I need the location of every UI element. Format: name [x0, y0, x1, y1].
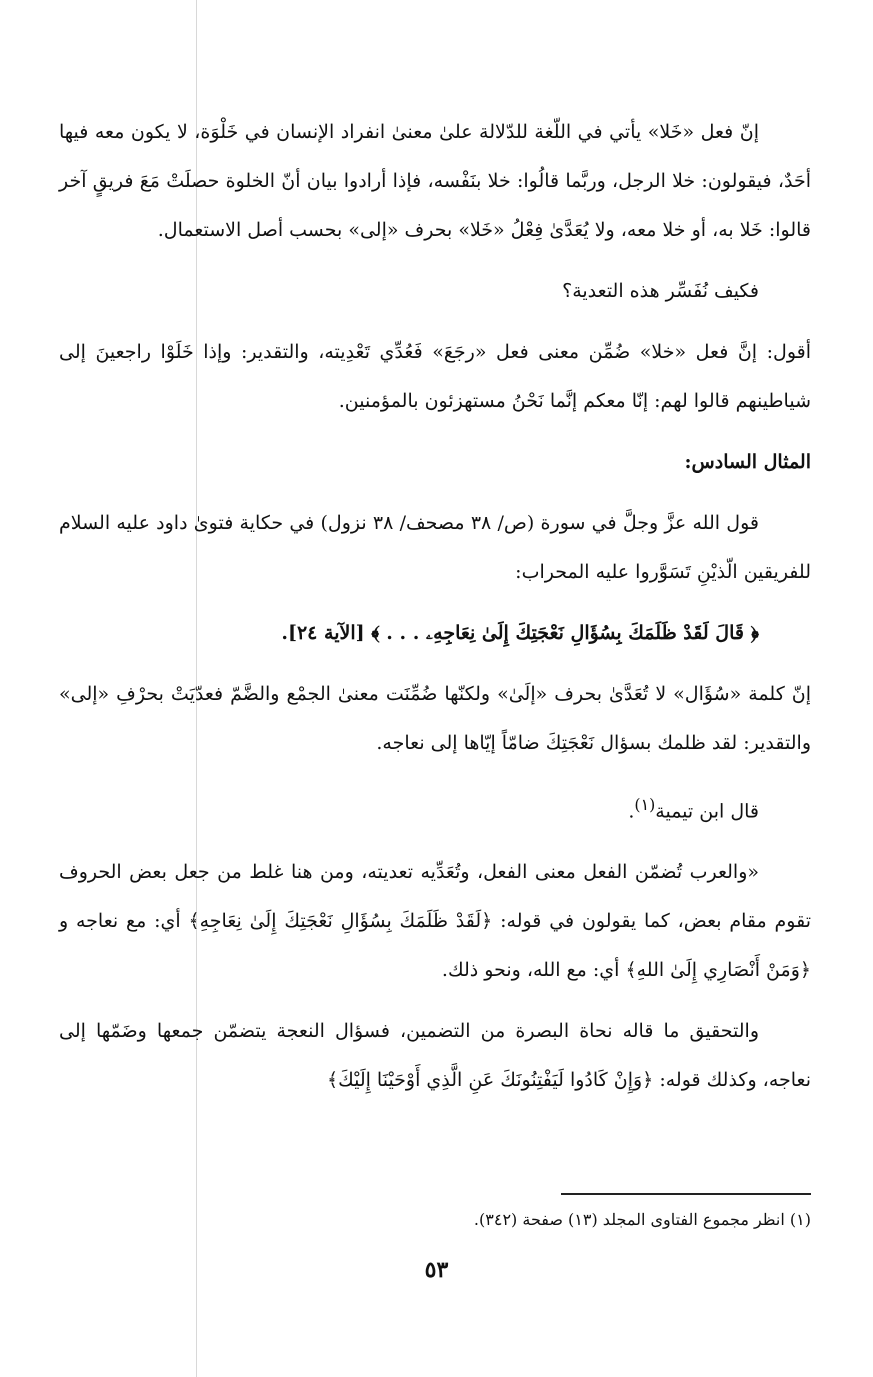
sentence-end: . — [628, 800, 635, 823]
paragraph-surah-sad: قول الله عزَّ وجلَّ في سورة (ص/ ٣٨ مصحف/ ٣٨ نزول) في حكاية فتوىٰ داود عليه السلام للفريقين الّذيْنِ تَسَوَّروا عليه المحراب: — [59, 512, 811, 583]
main-text — [59, 108, 811, 1105]
paragraph-tahqiq: والتحقيق ما قاله نحاة البصرة من التضمين، فسؤال النعجة يتضمّن جمعها وضَمّها إلى نعاجه، وكذلك قوله: ﴿وَإِنْ كَادُوا لَيَفْتِنُونَكَ عَنِ الَّذِي أَوْحَيْنَا إِلَيْكَ﴾ — [59, 1020, 811, 1092]
paragraph-answer: أقول: إنَّ فعل «خلا» ضُمِّن معنى فعل «رجَعَ» فَعُدِّي تَعْدِيته، والتقدير: وإذا خَلَوْا راجعينَ إلى شياطينهم قالوا لهم: إنّا معكم إنَّما نَحْنُ مستهزئون بالمؤمنين. — [59, 341, 811, 412]
page-number: ٥٣ — [424, 1257, 449, 1283]
paragraph-ibn-taymiyya — [59, 780, 811, 836]
section-heading: المثال السادس: — [684, 451, 811, 473]
footnote: (١) انظر مجموع الفتاوى المجلد (١٣) صفحة (٣٤٢). — [473, 1210, 811, 1229]
paragraph-khala-meaning: إنّ فعل «خَلا» يأتي في اللّغة للدّلالة علىٰ معنىٰ انفراد الإنسان في خَلْوَة، لا يكون معه فيها أحَدٌ، فيقولون: خلا الرجل، وربَّما قالُوا: خلا بنَفْسه، فإذا أرادوا بيان أنّ الخلوة حصلَتْ مَعَ فريقٍ آخر قالوا: خَلا به، أو خلا معه، ولا يُعَدَّىٰ فِعْلُ «خَلا» بحرف «إلى» بحسب أصل الاستعمال. — [59, 121, 811, 241]
footnote-separator — [561, 1193, 811, 1195]
paragraph-question: فكيف نُفَسِّر هذه التعدية؟ — [562, 280, 759, 302]
quran-verse: ﴿ قَالَ لَقَدْ ظَلَمَكَ بِسُؤَالِ نَعْجَتِكَ إِلَىٰ نِعَاجِهِۦ . . . ﴾ [الآية ٢٤]. — [281, 622, 759, 644]
footnote-reference: (١) — [634, 795, 656, 814]
paragraph-quote: «والعرب تُضمّن الفعل معنى الفعل، وتُعَدِّيه تعديته، ومن هنا غلط من جعل بعض الحروف تقوم مقام بعض، كما يقولون في قوله: ﴿لَقَدْ ظَلَمَكَ بِسُؤَالِ نَعْجَتِكَ إِلَىٰ نِعَاجِهِ﴾ أي: مع نعاجه و ﴿وَمَنْ أَنْصَارِي إِلَىٰ اللهِ﴾ أي: مع الله، ونحو ذلك. — [59, 861, 811, 982]
ibn-taymiyya-label: قال ابن تيمية — [655, 800, 759, 823]
paragraph-suaal: إنّ كلمة «سُؤَال» لا تُعَدَّىٰ بحرف «إلَىٰ» ولكنّها ضُمِّنَت معنىٰ الجمْع والضَّمّ فعدّيَتْ بحرْفِ «إلى» والتقدير: لقد ظلمك بسؤال نَعْجَتِكَ ضامّاً إيّاها إلى نعاجه. — [59, 683, 811, 754]
